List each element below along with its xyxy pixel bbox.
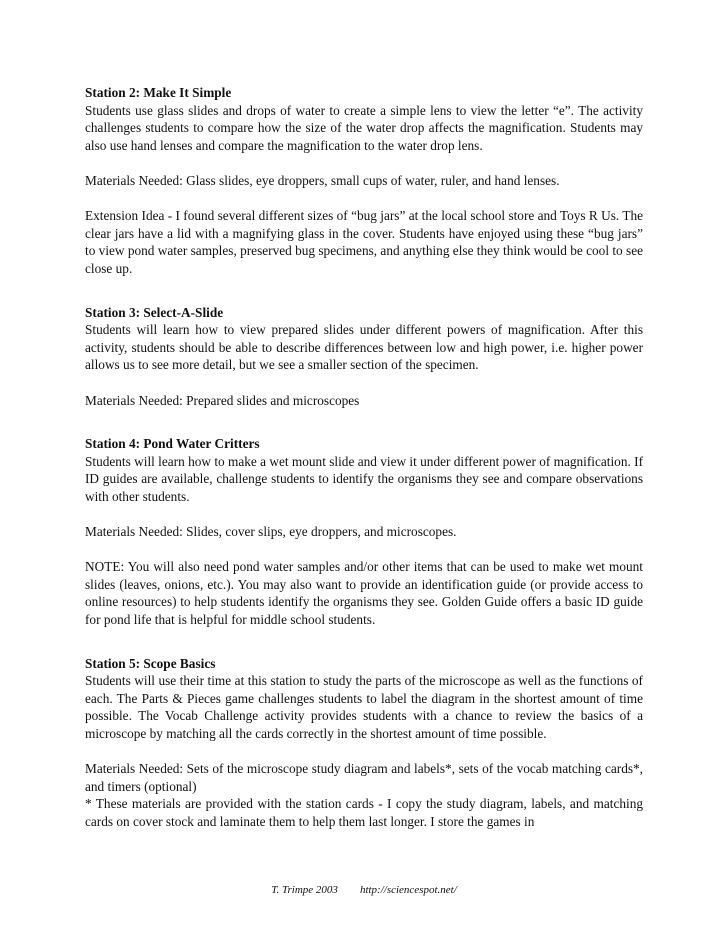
station-3-description: Students will learn how to view prepared slides under different powers of magnification. After this activity, students should be able to describe differences between low and high power, i.e. higher power allows us to see more detail, but we see a smaller section of the specimen. (85, 322, 643, 373)
station-4-heading: Station 4: Pond Water Critters (85, 436, 260, 452)
page-footer (0, 884, 728, 896)
station-4-note: NOTE: You will also need pond water samples and/or other items that can be used to make wet mount slides (leaves, onions, etc.). You may also want to provide an identification guide (or provide access to online resources) to help students identify the organisms they see. Golden Guide offers a basic ID guide for pond life that is helpful for middle school students. (85, 559, 643, 628)
station-2-heading: Station 2: Make It Simple (85, 85, 232, 100)
station-3-materials: Materials Needed: Prepared slides and microscopes (85, 392, 360, 408)
station-2-extension-idea: Extension Idea - I found several different sizes of “bug jars” at the local school store and Toys R Us. The clear jars have a lid with a magnifying glass in the cover. Students have enjoyed using these “bug jars” to view pond water samples, preserved bug specimens, and anything else they think would be cool to see close up. (85, 208, 643, 276)
footer-author: T. Trimpe 2003 (271, 884, 338, 896)
document-body (85, 84, 643, 831)
station-2-materials: Materials Needed: Glass slides, eye droppers, small cups of water, ruler, and hand lenses. (85, 172, 560, 188)
station-4-section (85, 435, 643, 629)
station-4-description: Students will learn how to make a wet mount slide and view it under different power of magnification. If ID guides are available, challenge students to identify the organisms they see and compare observations with other students. (85, 453, 643, 504)
station-5-section (85, 655, 643, 831)
station-5-materials: Materials Needed: Sets of the microscope study diagram and labels*, sets of the vocab matching cards*, and timers (optional) (85, 761, 643, 794)
station-5-heading: Station 5: Scope Basics (85, 655, 216, 671)
footer-url: http://sciencespot.net/ (359, 884, 457, 896)
station-3-heading: Station 3: Select-A-Slide (85, 304, 224, 320)
station-4-materials: Materials Needed: Slides, cover slips, eye droppers, and microscopes. (85, 524, 457, 540)
station-5-footnote: * These materials are provided with the station cards - I copy the study diagram, labels, and matching cards on cover stock and laminate them to help them last longer. I store the games in (85, 796, 643, 829)
station-2-description: Students use glass slides and drops of water to create a simple lens to view the letter “e”. The activity challenges students to compare how the size of the water drop affects the magnification. Students may also use hand lenses and compare the magnification to the water drop lens. (85, 102, 643, 153)
station-5-description: Students will use their time at this station to study the parts of the microscope as well as the functions of each. The Parts & Pieces game challenges students to label the diagram in the shortest amount of time possible. The Vocab Challenge activity provides students with a chance to review the basics of a microscope by matching all the cards correctly in the shortest amount of time possible. (85, 673, 643, 741)
station-3-section (85, 304, 643, 410)
station-2-section (85, 84, 643, 278)
